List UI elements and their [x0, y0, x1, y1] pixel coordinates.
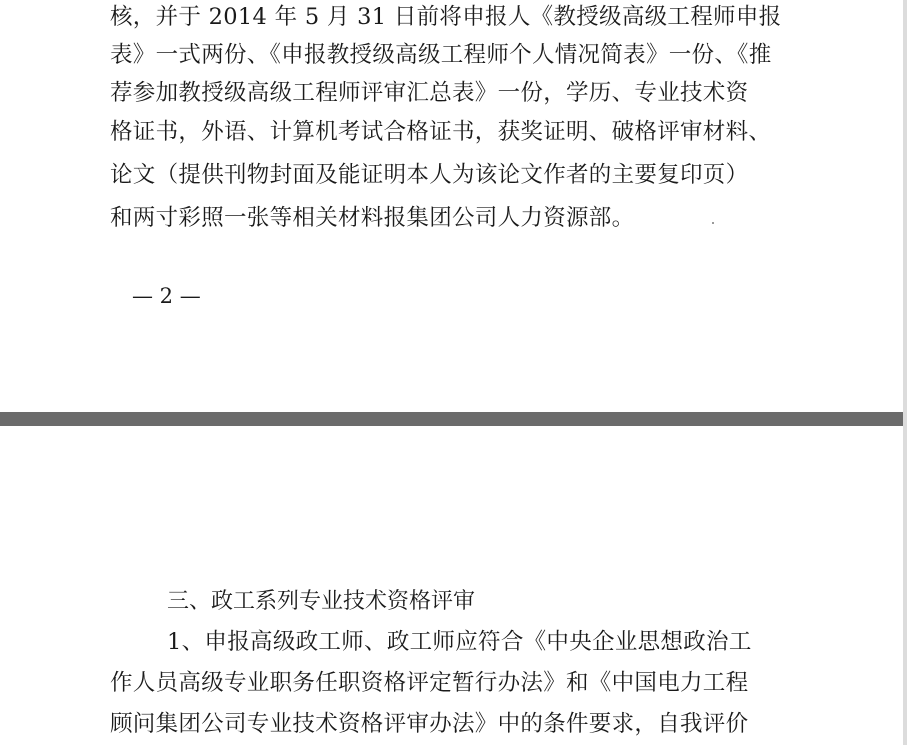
body-text-line: 顾问集团公司专业技术资格评审办法》中的条件要求，自我评价: [110, 711, 749, 737]
document-page-lower: [0, 426, 905, 745]
body-text-line: 和两寸彩照一张等相关材料报集团公司人力资源部。: [110, 205, 635, 231]
page-number: — 2 —: [132, 284, 201, 308]
body-text-line: 荐参加教授级高级工程师评审汇总表》一份，学历、专业技术资: [110, 80, 749, 106]
body-text-line: 1、申报高级政工师、政工师应符合《中央企业思想政治工: [167, 629, 752, 655]
body-text-line: 核，并于 2014 年 5 月 31 日前将申报人《教授级高级工程师申报: [110, 4, 782, 30]
body-text-line: 论文（提供刊物封面及能证明本人为该论文作者的主要复印页）: [110, 162, 749, 188]
body-text-line: 表》一式两份、《申报教授级高级工程师个人情况简表》一份、《推: [110, 42, 772, 68]
page-separator: [0, 412, 907, 426]
body-text-line: 作人员高级专业职务任职资格评定暂行办法》和《中国电力工程: [110, 670, 749, 696]
viewer-right-edge: [903, 0, 907, 745]
body-text-line: 格证书，外语、计算机考试合格证书，获奖证明、破格评审材料、: [110, 119, 772, 145]
scan-speck: [712, 222, 714, 224]
section-heading: 三、政工系列专业技术资格评审: [167, 589, 476, 614]
